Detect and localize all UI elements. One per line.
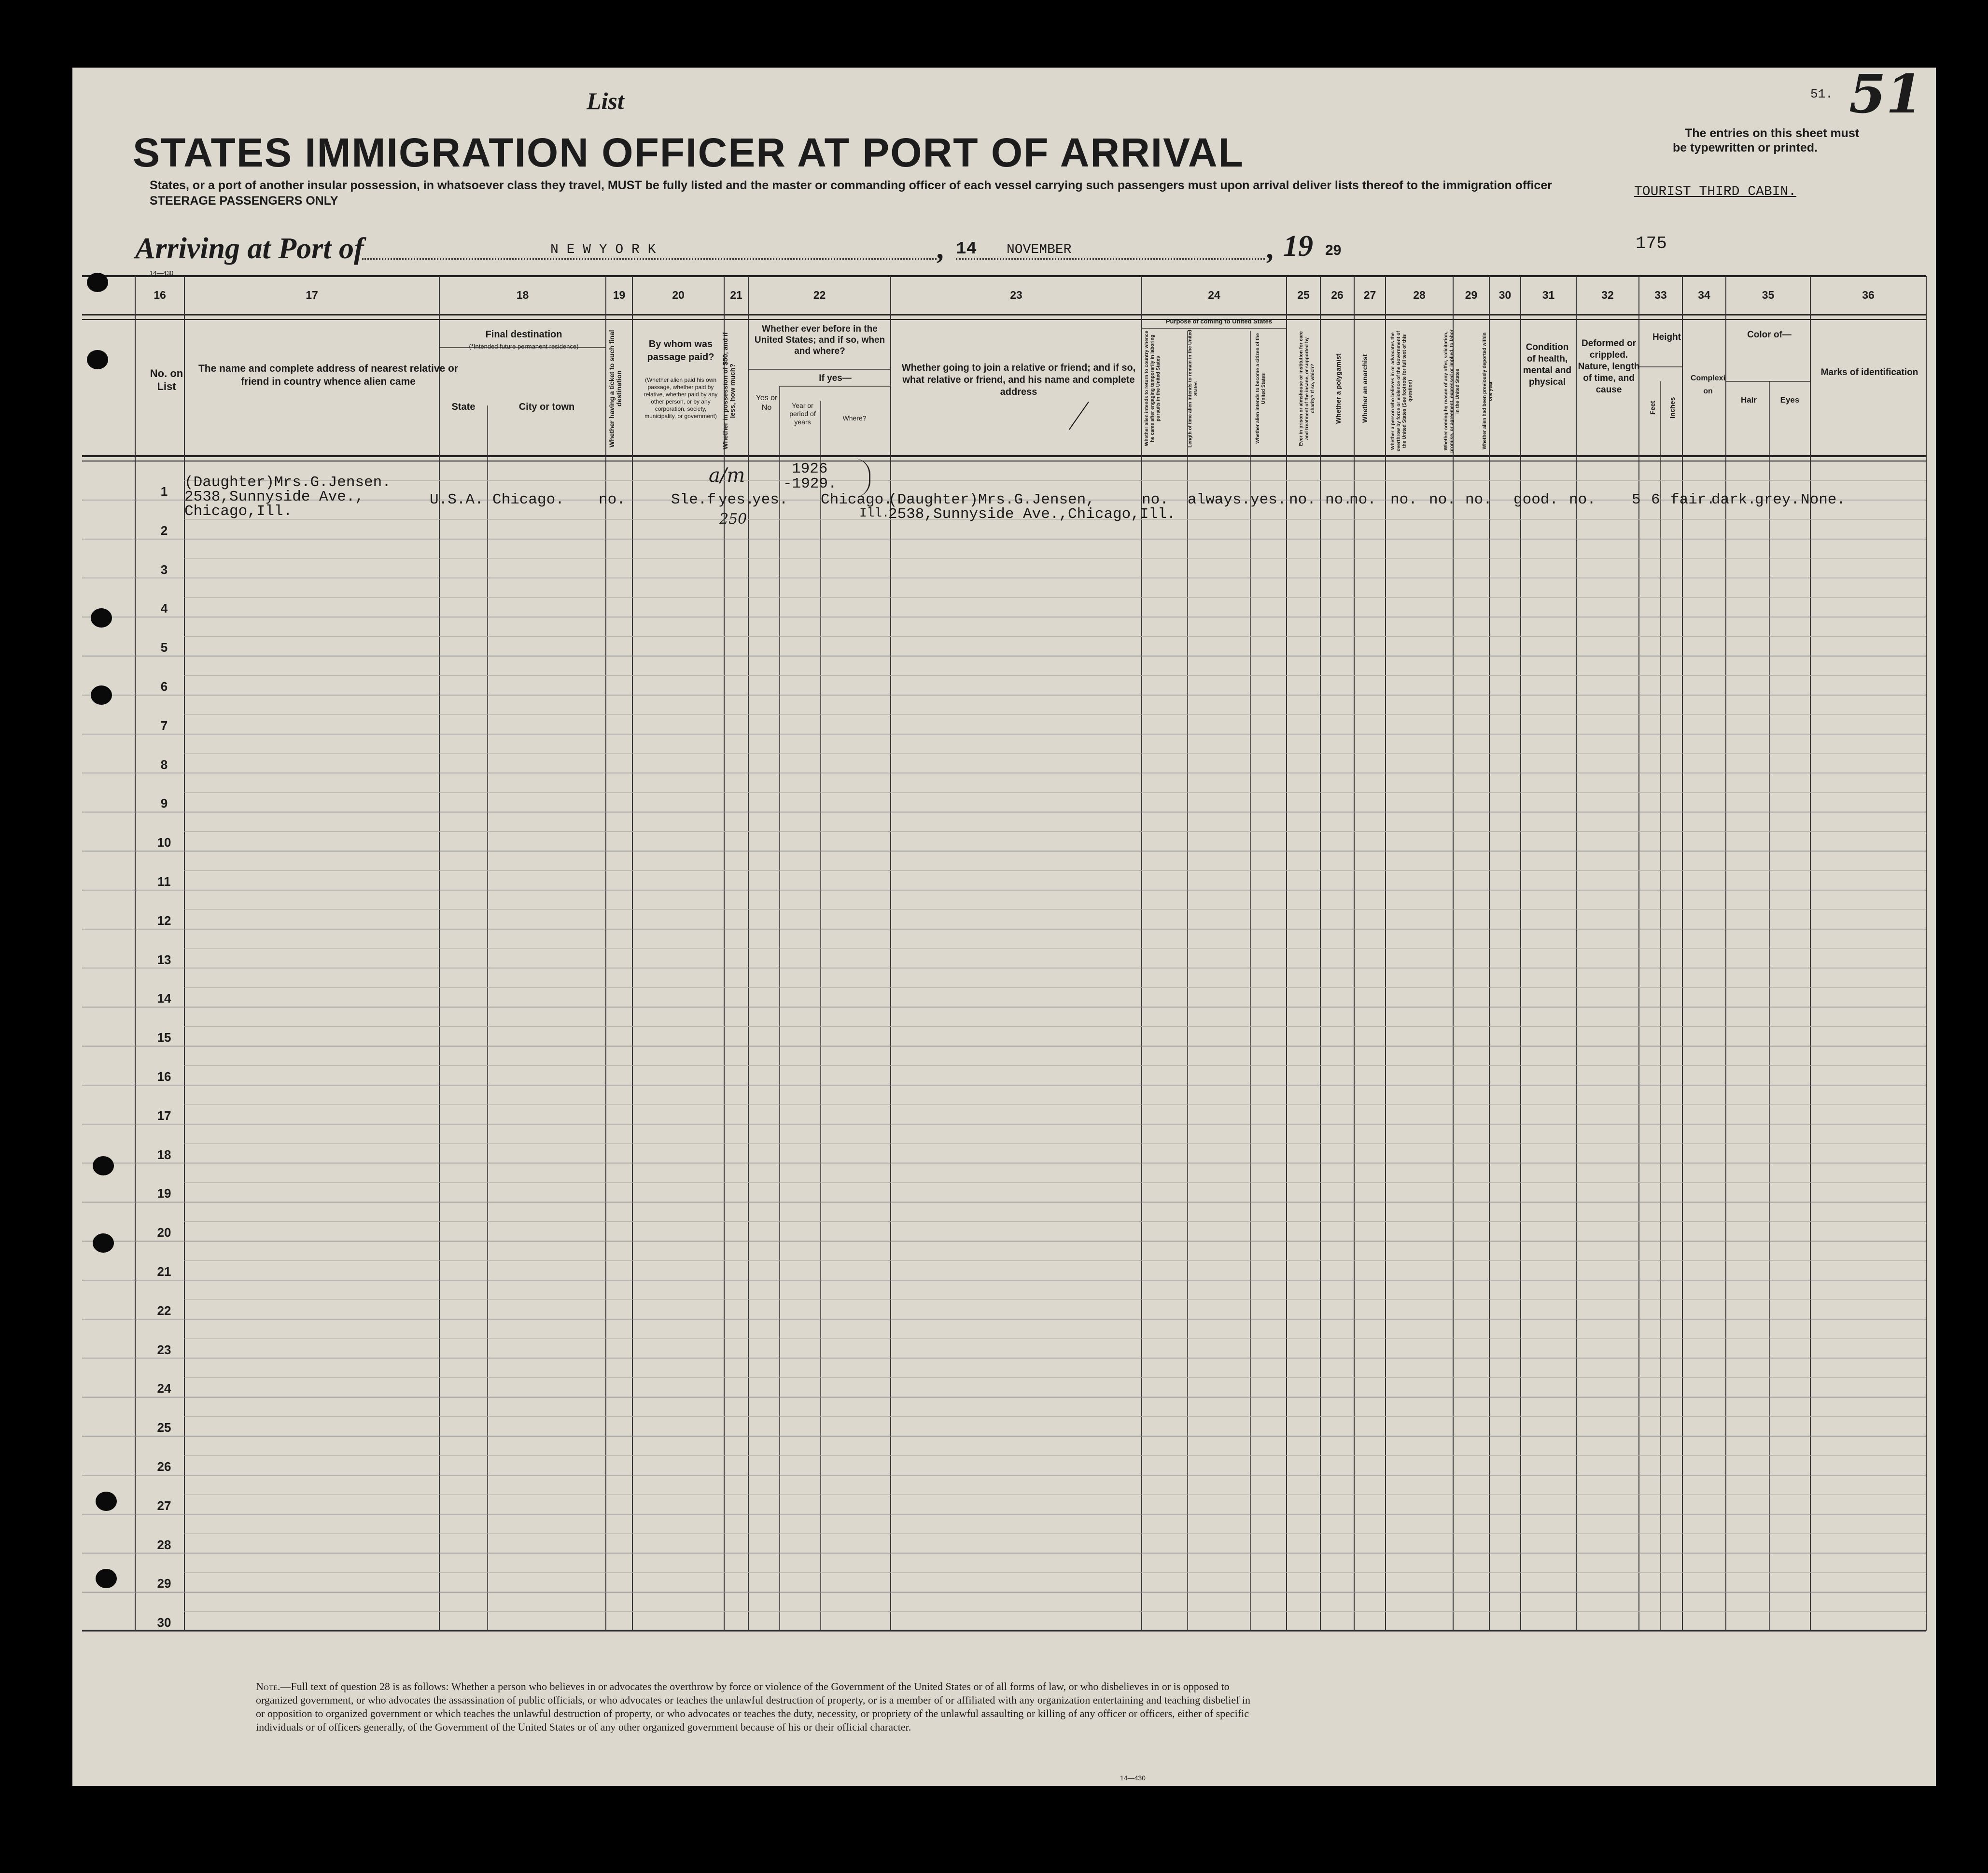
eyes-value: grey. xyxy=(1755,491,1800,508)
page-title: STATES IMMIGRATION OFFICER AT PORT OF ARRIVAL xyxy=(133,130,1244,175)
column-number: 32 xyxy=(1601,289,1614,301)
row-number: 24 xyxy=(157,1381,171,1396)
list-label: List xyxy=(587,87,624,114)
col17-header: The name and complete address of nearest relative or friend in country whence alien came xyxy=(198,363,459,387)
comma-2: , xyxy=(1267,232,1275,265)
money-handwritten: a/m xyxy=(709,464,745,487)
comma-1: , xyxy=(938,232,945,265)
overthrow-value: no. xyxy=(1390,491,1417,508)
arrival-month: NOVEMBER xyxy=(1007,242,1072,257)
col26-header: Whether a polygamist xyxy=(1334,353,1342,424)
column-number: 27 xyxy=(1363,289,1376,301)
deformed-value: no. xyxy=(1569,491,1596,508)
col35-eyes: Eyes xyxy=(1780,395,1800,405)
column-number: 24 xyxy=(1208,289,1220,301)
col21-header: Whether in possession of $50, and if less, how much? xyxy=(721,332,736,450)
column-number: 20 xyxy=(672,289,685,301)
port-of-arrival: N E W Y O R K xyxy=(550,242,656,257)
footnote xyxy=(256,1680,1255,1734)
footnote-text: —Full text of question 28 is as follows: Whether a person who believes in or advocates the overthrow by force or violence of the Government of the United States or of all forms of law, or who disbelieves in or is opposed to organized government, or who advocates the assassination of public officials, or who advocates or teaches the unlawful destruction of property, or is a member of or affiliated with any organization entertaining and teaching disbelief in or opposition to organized government or which teaches the unlawful destruction of property, or who advocates or teaches the duty, necessity, or propriety of the unlawful assaulting or killing of any officer or officers, either of specific individuals or of officers generally, of the Government of the United States or of any other organized government because of his or their official character. xyxy=(256,1680,1251,1733)
form-number-top: 14—430 xyxy=(150,269,174,277)
col30-header: Whether alien had been previously deported within one year xyxy=(1482,332,1493,450)
height-feet: 5 xyxy=(1632,491,1641,508)
column-number: 18 xyxy=(516,289,529,301)
col16-header: No. on List xyxy=(150,367,183,392)
col18-state: State xyxy=(451,402,476,412)
has-50-value: yes. xyxy=(718,491,755,508)
row-number: 10 xyxy=(157,835,171,850)
years-1: 1926 xyxy=(792,461,828,477)
list-number-handwritten: 51 xyxy=(1849,63,1923,125)
column-number: 29 xyxy=(1465,289,1478,301)
col20-header: By whom was passage paid? xyxy=(647,339,714,363)
prison-value: no. xyxy=(1289,491,1316,508)
footnote-lead: Note. xyxy=(256,1680,280,1692)
col23-header: Whether going to join a relative or friend; and if so, what relative or friend, and his name and complete address xyxy=(901,363,1136,397)
col18-city: City or town xyxy=(518,402,575,412)
col24-header: Purpose of coming to United States xyxy=(1165,318,1273,325)
col32-header: Deformed or crippled. Nature, length of time, and cause xyxy=(1578,338,1640,395)
polygamist-value: no. xyxy=(1325,491,1352,508)
col33-feet: Feet xyxy=(1649,401,1656,415)
arriving-label: Arriving at Port of xyxy=(135,232,364,265)
col27-header: Whether an anarchist xyxy=(1361,354,1369,423)
col22-ifyes: If yes— xyxy=(819,373,852,383)
row-number: 29 xyxy=(157,1576,171,1591)
row-number: 22 xyxy=(157,1303,171,1318)
row-number: 18 xyxy=(157,1147,171,1162)
row-number: 27 xyxy=(157,1498,171,1513)
before-yes-value: yes. xyxy=(752,491,788,508)
column-number: 31 xyxy=(1542,289,1555,301)
row-number: 17 xyxy=(157,1108,171,1123)
row-number: 9 xyxy=(160,796,168,811)
row-number: 15 xyxy=(157,1030,171,1045)
year-suffix: 29 xyxy=(1325,242,1342,258)
relative-address: 2538,Sunnyside Ave., xyxy=(184,489,364,505)
col18-note: (*Intended future permanent residence) xyxy=(469,343,579,350)
col20-note: (Whether alien paid his own passage, whether paid by relative, whether paid by any other person, or by any corporation, society, municipality, or government) xyxy=(644,377,718,419)
punch-hole xyxy=(93,1233,114,1253)
complexion-value: fair. xyxy=(1670,491,1716,508)
col22-where: Where? xyxy=(842,414,867,422)
col24c-header: Whether alien intends to become a citizen of the United States xyxy=(1255,333,1266,444)
col25-header: Ever in prison or almshouse or institution for care and treatment of the insane, or supported by charity? If so, which? xyxy=(1299,331,1316,446)
years-2: -1929. xyxy=(783,475,837,492)
dest-state: U.S.A. xyxy=(430,491,484,508)
marks-value: None. xyxy=(1801,491,1846,508)
dest-city: Chicago. xyxy=(492,491,564,508)
where-value: Chicago. xyxy=(821,491,893,508)
col33-header: Height xyxy=(1652,332,1681,342)
column-number: 30 xyxy=(1498,289,1512,301)
column-number: 34 xyxy=(1698,289,1710,301)
manifest-sheet xyxy=(72,63,1936,1786)
ticket-value: no. xyxy=(599,491,626,508)
col29-header: Whether coming by reason of any offer, solicitation, promise, or agreement, expressed or implied, to labor in the United States xyxy=(1443,329,1460,453)
steerage-label: STEERAGE PASSENGERS ONLY xyxy=(150,194,338,208)
row-number: 16 xyxy=(157,1069,171,1084)
join-address: 2538,Sunnyside Ave.,Chicago,Ill. xyxy=(888,506,1176,523)
col28-header: Whether a person who believes in or advocates the overthrow by force or violence of the Government of the United States (See footnote for full text of this question) xyxy=(1390,331,1413,451)
column-number: 36 xyxy=(1862,289,1875,301)
row-number: 3 xyxy=(160,562,168,577)
column-number: 33 xyxy=(1654,289,1667,301)
entries-note-1: The entries on this sheet must xyxy=(1685,126,1860,140)
col35-hair: Hair xyxy=(1740,395,1757,405)
col22-yesno: Yes or No xyxy=(756,394,778,412)
column-number: 25 xyxy=(1297,289,1310,301)
anarchist-value: no. xyxy=(1349,491,1376,508)
row-number: 30 xyxy=(157,1615,171,1630)
row-number: 25 xyxy=(157,1420,171,1435)
relative-city: Chicago,Ill. xyxy=(184,503,293,520)
deported-value: no. xyxy=(1465,491,1492,508)
citizen-value: yes. xyxy=(1250,491,1287,508)
entries-note-2: be typewritten or printed. xyxy=(1673,141,1818,154)
row-number: 23 xyxy=(157,1342,171,1357)
col34-header: Complexion xyxy=(1691,374,1726,395)
row-number: 5 xyxy=(160,640,168,655)
column-number: 16 xyxy=(154,289,166,301)
punch-hole xyxy=(91,685,112,705)
row-number: 4 xyxy=(160,601,168,616)
arrival-day: 14 xyxy=(956,239,977,259)
where-value-2: Ill. xyxy=(859,506,890,520)
col24b-header: Length of time alien intends to remain in the United States xyxy=(1188,330,1199,447)
punch-hole xyxy=(87,273,108,292)
passenger-count: 175 xyxy=(1636,234,1667,253)
page-subtitle: States, or a port of another insular possession, in whatsoever class they travel, MUST be fully listed and the master or commanding officer of each vessel carrying such passengers must upon arrival deliver lists thereof to the immigration officer xyxy=(150,179,1552,192)
column-number: 35 xyxy=(1762,289,1775,301)
column-number: 21 xyxy=(730,289,742,301)
col24a-header: Whether alien intends to return to country whence he came after engaging temporarily in laboring pursuits in the United States xyxy=(1144,331,1161,447)
row-number: 11 xyxy=(157,874,171,889)
col22-header: Whether ever before in the United States; and if so, when and where? xyxy=(754,324,885,356)
row-number: 21 xyxy=(157,1264,171,1279)
column-number: 19 xyxy=(613,289,626,301)
col19-header: Whether having a ticket to such final destination xyxy=(608,330,623,447)
col36-header: Marks of identification xyxy=(1820,367,1918,377)
health-value: good. xyxy=(1513,491,1559,508)
list-number-typed: 51. xyxy=(1810,87,1833,101)
col35-header: Color of— xyxy=(1747,330,1792,340)
class-label: TOURIST THIRD CABIN. xyxy=(1634,184,1797,199)
paid-by-value: Sle.f xyxy=(671,491,716,508)
hair-value: dark. xyxy=(1711,491,1757,508)
row-number: 28 xyxy=(157,1537,171,1552)
col22-year: Year or period of years xyxy=(789,402,816,426)
labor-value: no. xyxy=(1429,491,1456,508)
column-number: 26 xyxy=(1331,289,1344,301)
return-value: no. xyxy=(1142,491,1169,508)
height-inches: 6 xyxy=(1651,491,1660,508)
punch-hole xyxy=(96,1569,117,1588)
col33-inches: Inches xyxy=(1668,397,1676,419)
column-number: 17 xyxy=(306,289,318,301)
form-number-bottom: 14—430 xyxy=(1120,1774,1146,1782)
row-number: 12 xyxy=(157,913,171,928)
row-number: 13 xyxy=(157,952,171,967)
punch-hole xyxy=(91,608,112,628)
punch-hole xyxy=(96,1492,117,1511)
length-value: always. xyxy=(1188,491,1251,508)
money-handwritten-2: 250 xyxy=(719,511,747,528)
punch-hole xyxy=(93,1156,114,1175)
column-number: 23 xyxy=(1010,289,1022,301)
col18-header: Final destination xyxy=(485,329,562,340)
row-number: 20 xyxy=(157,1225,171,1240)
row-number: 2 xyxy=(160,523,168,538)
row-number: 19 xyxy=(157,1186,171,1201)
join-relative: (Daughter)Mrs.G.Jensen, xyxy=(888,491,1095,508)
row-number: 7 xyxy=(160,718,168,733)
relative-name: (Daughter)Mrs.G.Jensen. xyxy=(184,474,391,491)
row-number: 1 xyxy=(160,484,168,499)
punch-hole xyxy=(87,350,108,369)
manifest-grid xyxy=(72,68,1936,1786)
row-number: 6 xyxy=(160,679,168,694)
row-number: 14 xyxy=(157,991,171,1006)
column-number: 28 xyxy=(1413,289,1426,301)
column-number: 22 xyxy=(813,289,826,301)
year-prefix: 19 xyxy=(1283,230,1313,263)
row-number: 8 xyxy=(160,757,168,772)
col31-header: Condition of health, mental and physical xyxy=(1523,342,1572,387)
row-number: 26 xyxy=(157,1459,171,1474)
